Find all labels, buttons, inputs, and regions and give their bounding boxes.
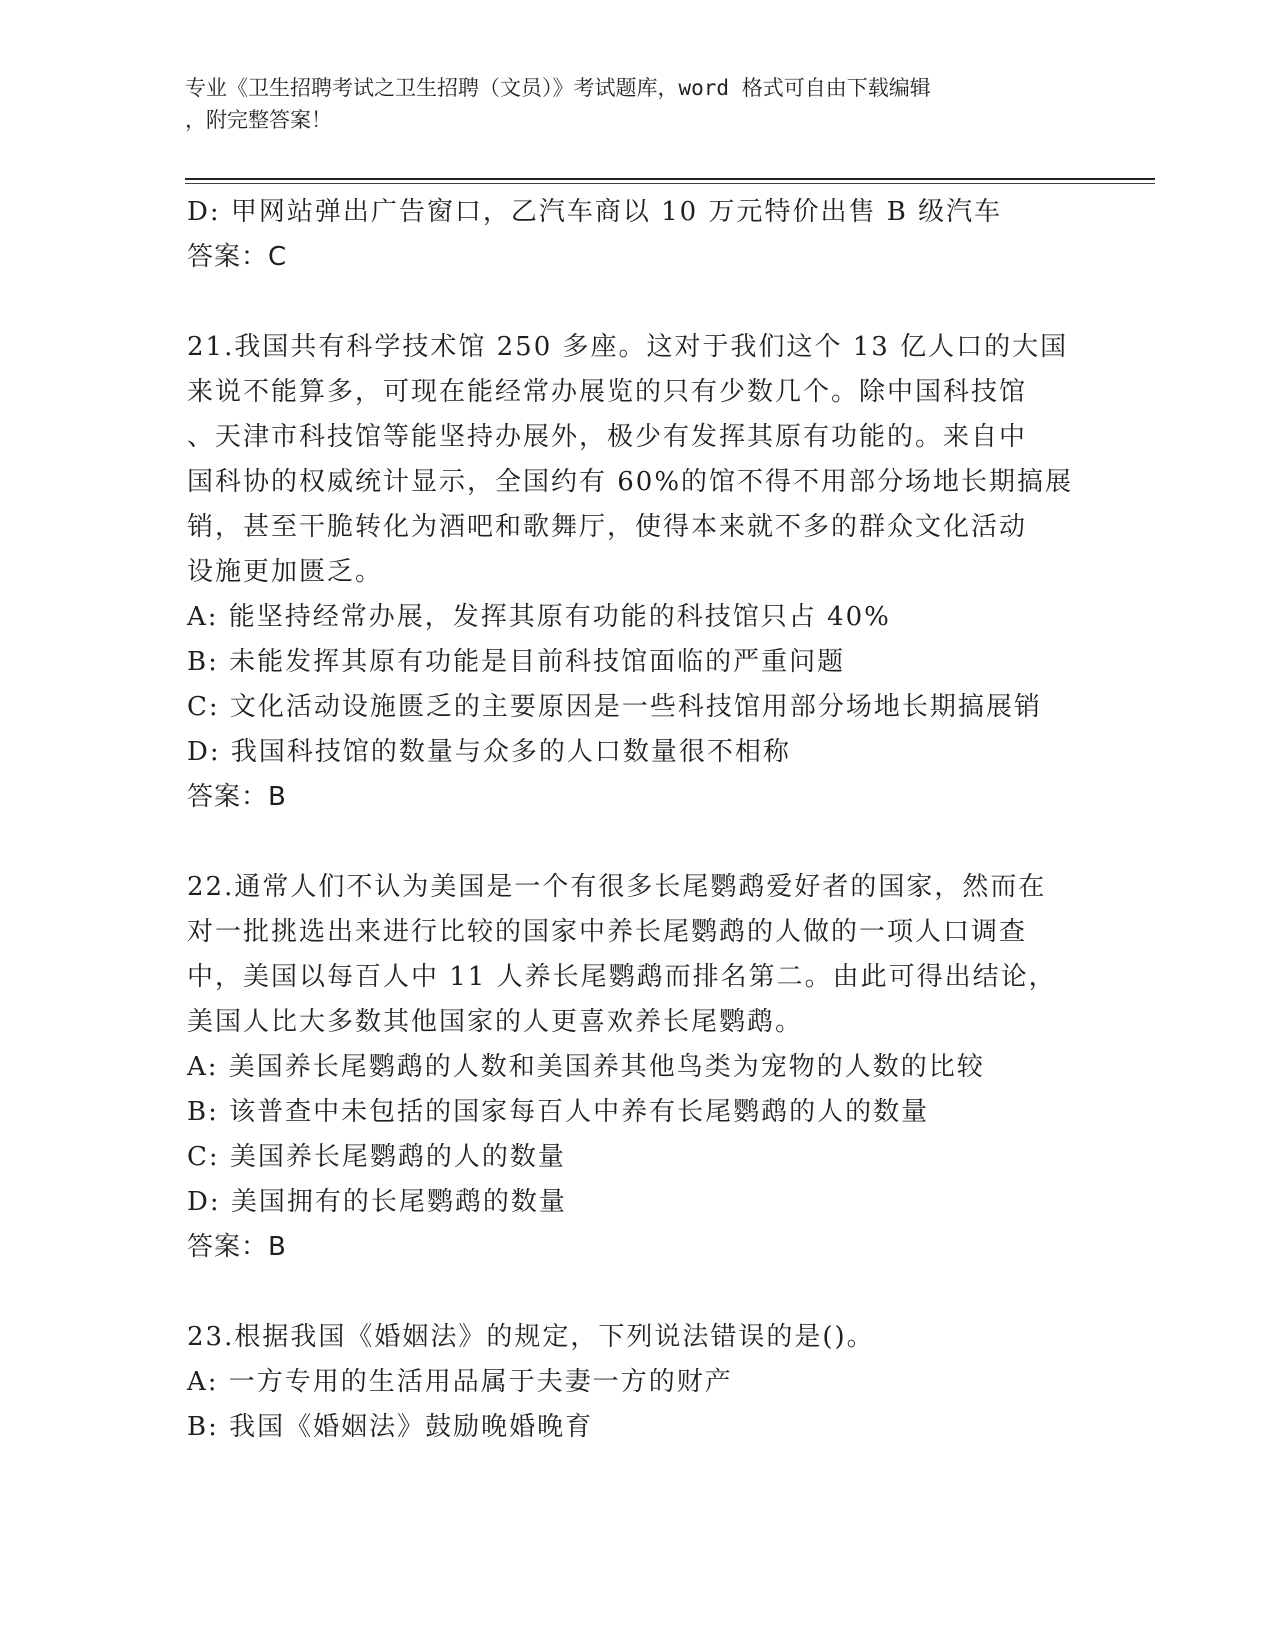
header-line-1: 专业《卫生招聘考试之卫生招聘（文员）》考试题库，word 格式可自由下载编辑 <box>185 76 931 100</box>
header-line-2: ，附完整答案！ <box>185 108 332 132</box>
answer: 答案：B <box>187 1232 287 1262</box>
answer: 答案：B <box>187 782 287 812</box>
question-stem-line: 22.通常人们不认为美国是一个有很多长尾鹦鹉爱好者的国家，然而在 <box>187 872 1047 902</box>
option-a: A: 能坚持经常办展，发挥其原有功能的科技馆只占 40% <box>187 602 891 632</box>
option-a: A: 美国养长尾鹦鹉的人数和美国养其他鸟类为宠物的人数的比较 <box>187 1052 985 1082</box>
question-stem-line: 设施更加匮乏。 <box>187 557 384 587</box>
question-stem-line: 来说不能算多，可现在能经常办展览的只有少数几个。除中国科技馆 <box>187 377 1028 407</box>
question-23 <box>187 1315 1087 1450</box>
option-d: D: 我国科技馆的数量与众多的人口数量很不相称 <box>187 737 791 767</box>
question-stem-line: 国科协的权威统计显示，全国约有 60%的馆不得不用部分场地长期搞展 <box>187 467 1074 497</box>
question-stem-line: 中，美国以每百人中 11 人养长尾鹦鹉而排名第二。由此可得出结论， <box>187 962 1057 992</box>
option-a: A: 一方专用的生活用品属于夫妻一方的财产 <box>187 1367 733 1397</box>
option-c: C: 文化活动设施匮乏的主要原因是一些科技馆用部分场地长期搞展销 <box>187 692 1042 722</box>
question-21 <box>187 325 1087 820</box>
spacer <box>187 820 1087 865</box>
document-body <box>187 190 1087 1450</box>
question-stem-line: 、天津市科技馆等能坚持办展外，极少有发挥其原有功能的。来自中 <box>187 422 1028 452</box>
option-d: D: 美国拥有的长尾鹦鹉的数量 <box>187 1187 567 1217</box>
option-d: D: 甲网站弹出广告窗口，乙汽车商以 10 万元特价出售 B 级汽车 <box>187 197 1003 227</box>
answer: 答案：C <box>187 242 288 272</box>
question-stem-line: 对一批挑选出来进行比较的国家中养长尾鹦鹉的人做的一项人口调查 <box>187 917 1028 947</box>
header-rule-thick <box>185 178 1155 180</box>
option-b: B: 未能发挥其原有功能是目前科技馆面临的严重问题 <box>187 647 846 677</box>
spacer <box>187 280 1087 325</box>
question-22 <box>187 865 1087 1270</box>
option-c: C: 美国养长尾鹦鹉的人的数量 <box>187 1142 566 1172</box>
question-stem-line: 21.我国共有科学技术馆 250 多座。这对于我们这个 13 亿人口的大国 <box>187 332 1069 362</box>
option-b: B: 该普查中未包括的国家每百人中养有长尾鹦鹉的人的数量 <box>187 1097 930 1127</box>
header-rule-thin <box>185 183 1155 184</box>
spacer <box>187 1270 1087 1315</box>
question-20 <box>187 190 1087 280</box>
question-stem-line: 美国人比大多数其他国家的人更喜欢养长尾鹦鹉。 <box>187 1007 804 1037</box>
page-header <box>185 72 1065 136</box>
question-stem-line: 23.根据我国《婚姻法》的规定，下列说法错误的是()。 <box>187 1322 875 1352</box>
option-b: B: 我国《婚姻法》鼓励晚婚晚育 <box>187 1412 594 1442</box>
question-stem-line: 销，甚至干脆转化为酒吧和歌舞厅，使得本来就不多的群众文化活动 <box>187 512 1028 542</box>
